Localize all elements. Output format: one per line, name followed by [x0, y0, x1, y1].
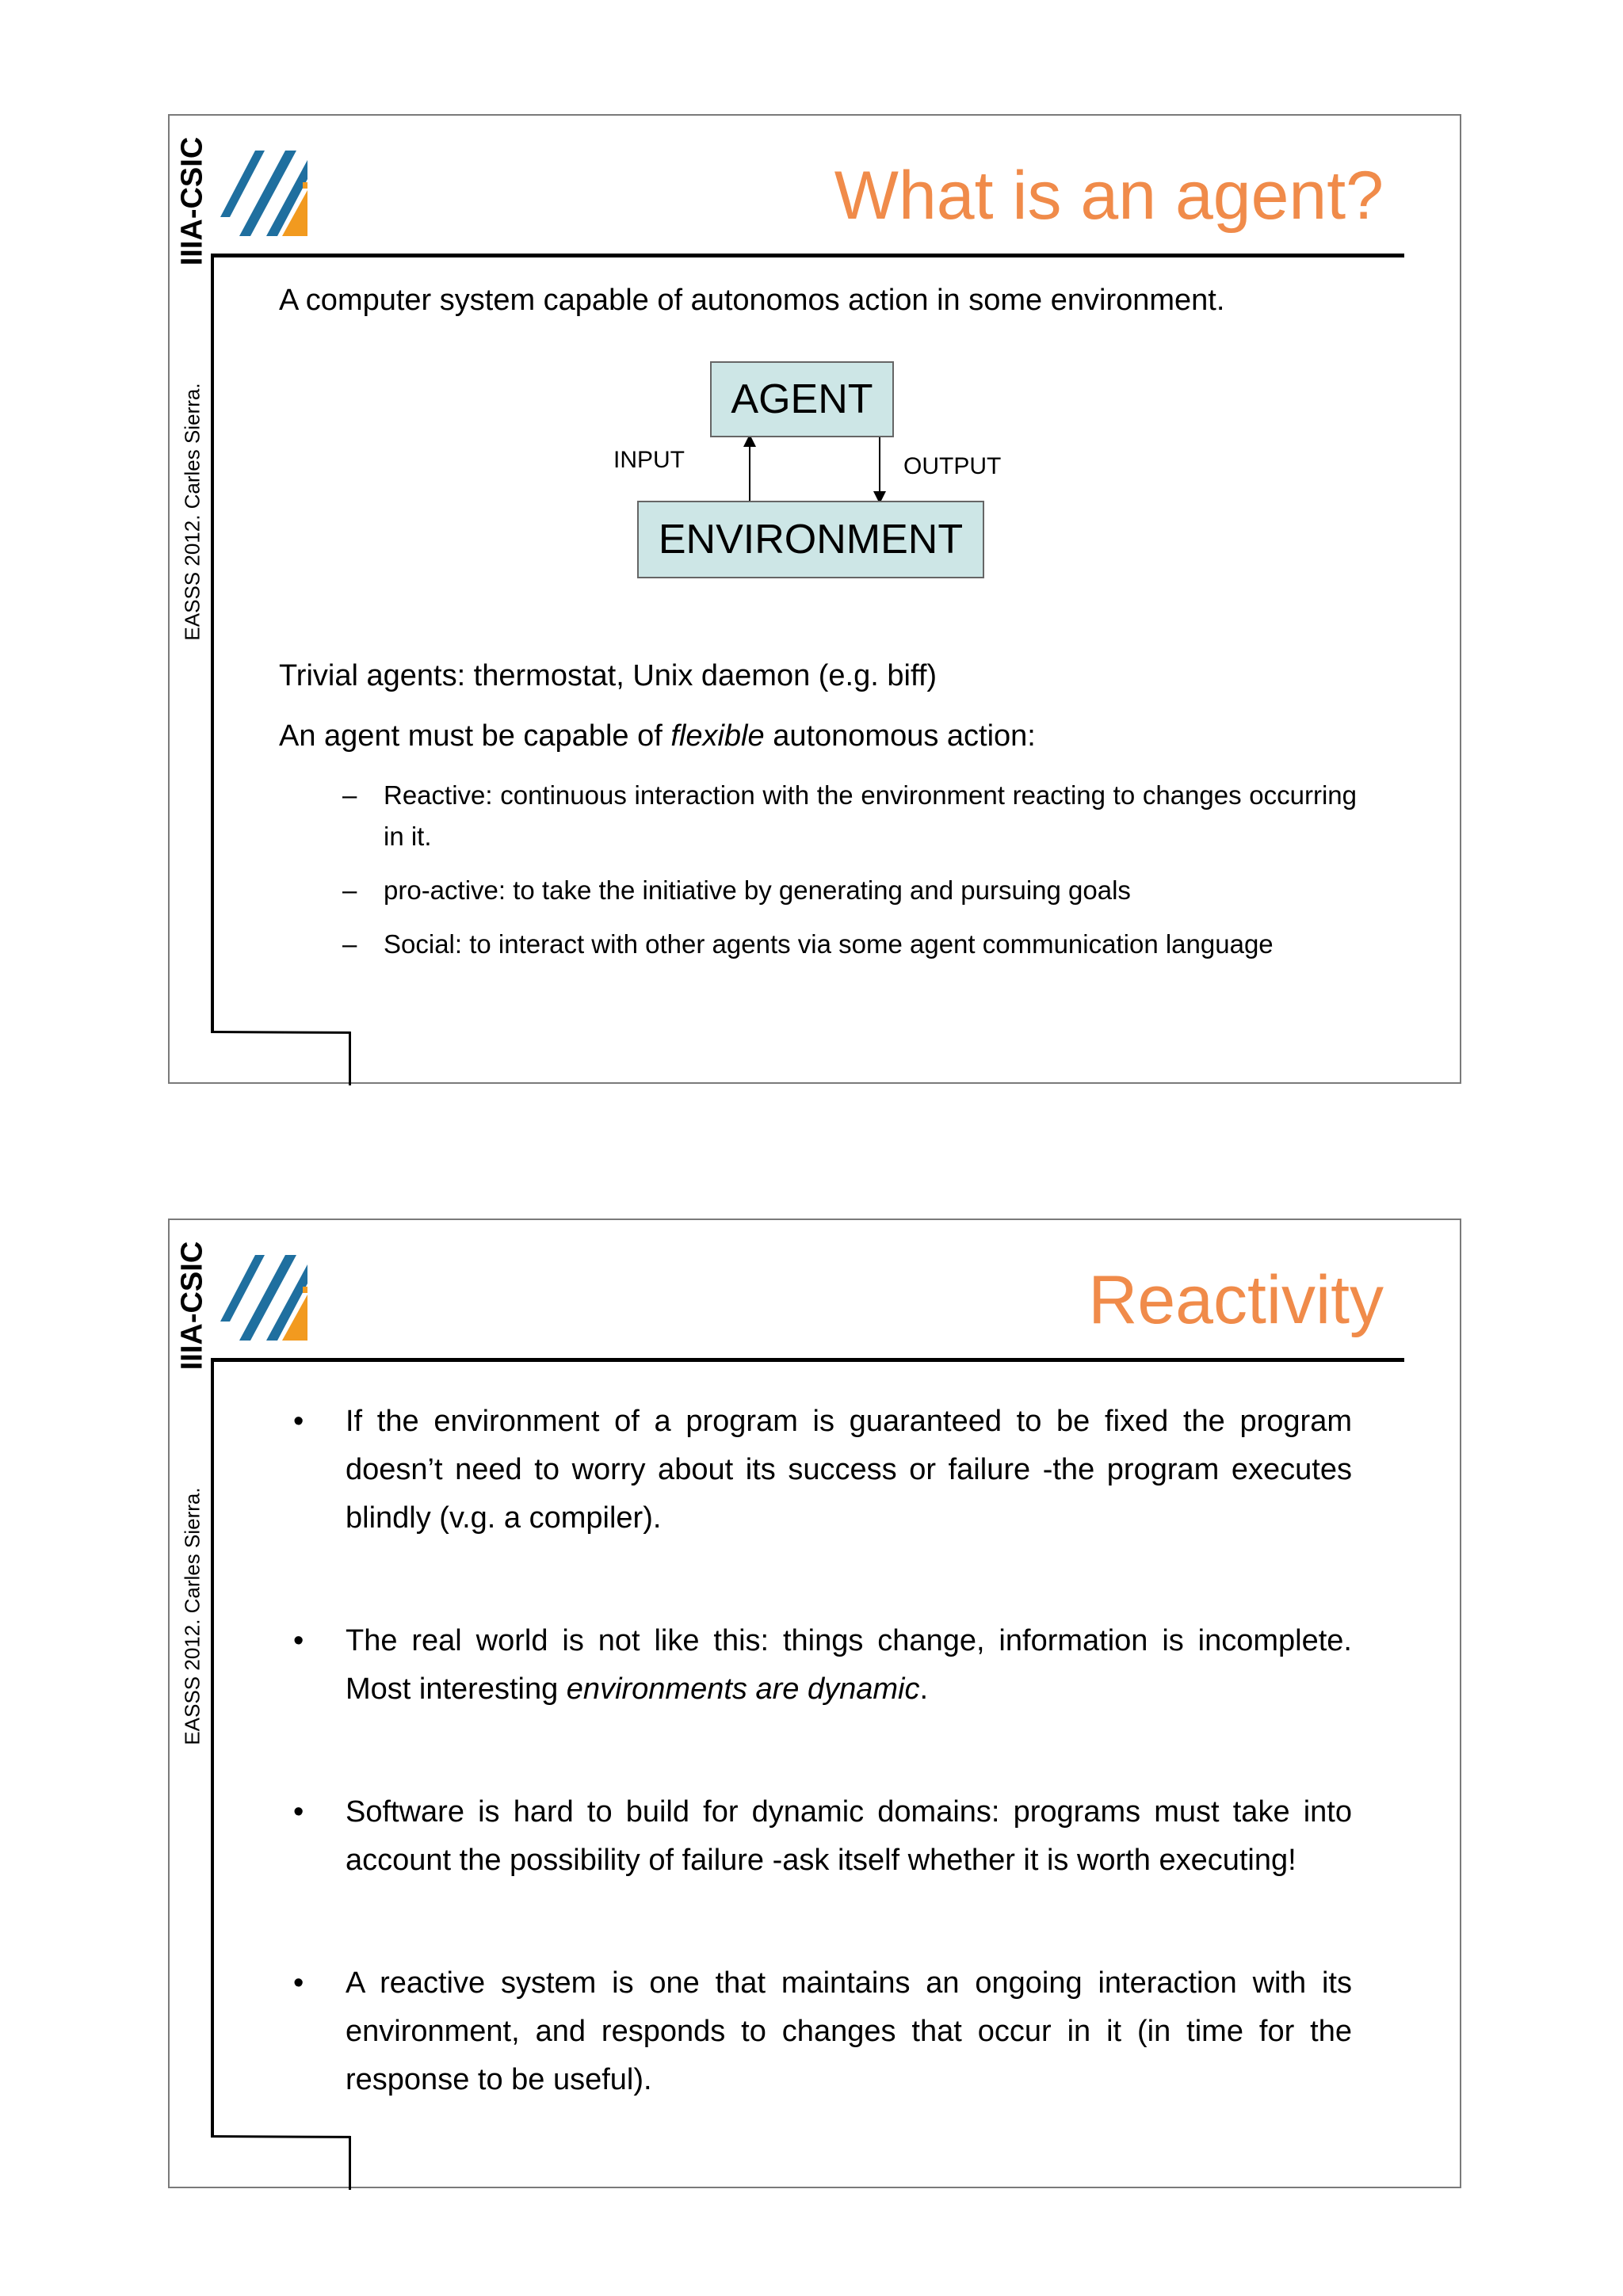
slide-what-is-an-agent	[168, 114, 1461, 1084]
agent-environment-diagram	[613, 361, 1057, 599]
frame-corner-rule	[349, 2136, 351, 2190]
list-item: • A reactive system is one that maintains an ongoing interaction with its environment, and responds to changes that occur in it (in time for the response to be useful).	[293, 1966, 1352, 2096]
frame-bottom-rule	[211, 1031, 350, 1034]
frame-left-rule	[211, 257, 214, 1033]
frame-bottom-rule	[211, 2135, 350, 2138]
intro-text: A computer system capable of autonomos action in some environment.	[279, 284, 1225, 317]
list-item: • The real world is not like this: things change, information is incomplete. Most interesting environments are dynamic.	[293, 1624, 1352, 1706]
reactivity-bullets	[285, 1398, 1352, 2104]
output-label: OUTPUT	[903, 453, 1002, 479]
list-item: • Software is hard to build for dynamic domains: programs must take into account the possibility of failure -ask itself whether it is worth executing!	[293, 1795, 1352, 1877]
trivial-agents-text: Trivial agents: thermostat, Unix daemon (e.g. biff)	[279, 659, 938, 692]
slide-title: What is an agent?	[834, 158, 1384, 234]
header-rule	[211, 254, 1404, 257]
list-item: – Social: to interact with other agents via some agent communication language	[342, 929, 1274, 959]
org-label: IIIA-CSIC	[175, 1241, 209, 1371]
list-item: – Reactive: continuous interaction with the environment reacting to changes occurring in it.	[342, 780, 1357, 851]
frame-left-rule	[211, 1361, 214, 2138]
environment-box: ENVIRONMENT	[637, 501, 984, 578]
slide-title: Reactivity	[1088, 1262, 1384, 1338]
agent-properties-list	[342, 775, 1357, 978]
iiia-logo-icon	[217, 147, 311, 239]
input-label: INPUT	[613, 447, 685, 473]
header-rule	[211, 1358, 1404, 1362]
slide-reactivity	[168, 1219, 1461, 2188]
flexible-action-text: An agent must be capable of flexible autonomous action:	[279, 719, 1036, 753]
agent-box: AGENT	[710, 361, 894, 437]
list-item: • If the environment of a program is guaranteed to be fixed the program doesn’t need to worry about its success or failure -the program executes blindly (v.g. a compiler).	[293, 1405, 1352, 1535]
frame-corner-rule	[349, 1032, 351, 1085]
slide-footer: EASSS 2012. Carles Sierra.	[180, 383, 204, 641]
slide-footer: EASSS 2012. Carles Sierra.	[180, 1487, 204, 1745]
iiia-logo-icon	[217, 1252, 311, 1344]
list-item: – pro-active: to take the initiative by generating and pursuing goals	[342, 875, 1131, 905]
org-label: IIIA-CSIC	[175, 136, 209, 266]
